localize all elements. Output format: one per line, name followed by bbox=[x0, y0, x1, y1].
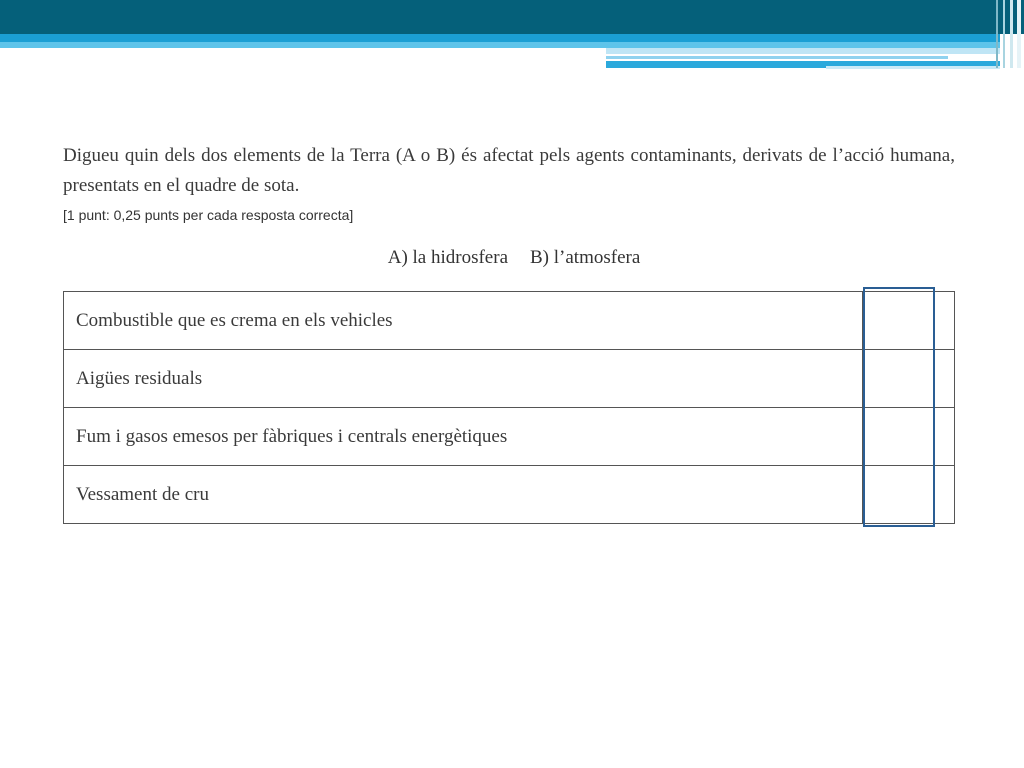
row-label: Vessament de cru bbox=[64, 466, 863, 524]
option-b: B) l’atmosfera bbox=[530, 247, 641, 268]
header-vertical-line bbox=[1017, 0, 1021, 68]
header-band bbox=[0, 0, 1024, 34]
table-row bbox=[64, 292, 955, 350]
pollutants-table bbox=[63, 291, 955, 524]
table-row bbox=[64, 408, 955, 466]
answer-options bbox=[0, 247, 1024, 269]
table-row bbox=[64, 466, 955, 524]
option-a: A) la hidrosfera bbox=[387, 247, 508, 268]
table-row bbox=[64, 350, 955, 408]
question-text: Digueu quin dels dos elements de la Terra (A o B) és afectat pels agents contaminants, derivats de l’acció humana, presentats en el quadre de sota. bbox=[63, 145, 955, 196]
answer-column-highlight bbox=[863, 287, 935, 527]
points-note: [1 punt: 0,25 punts per cada resposta correcta] bbox=[63, 207, 354, 223]
header-vertical-line bbox=[1010, 0, 1013, 68]
row-label: Fum i gasos emesos per fàbriques i centrals energètiques bbox=[64, 408, 863, 466]
header-stripe bbox=[606, 48, 1000, 54]
header-stripe bbox=[0, 34, 1000, 42]
row-label: Combustible que es crema en els vehicles bbox=[64, 292, 863, 350]
row-label: Aigües residuals bbox=[64, 350, 863, 408]
header-vertical-line bbox=[996, 0, 998, 68]
header-stripe bbox=[606, 56, 948, 59]
header-stripe bbox=[826, 66, 1000, 69]
header-vertical-line bbox=[1003, 0, 1005, 68]
